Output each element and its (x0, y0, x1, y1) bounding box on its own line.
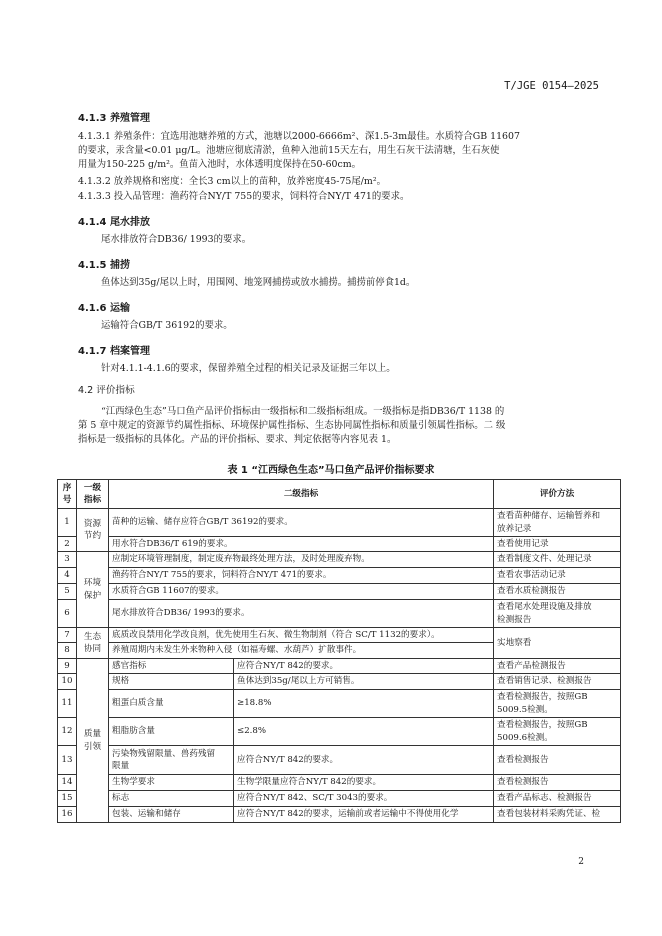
requirement-cell: 底质改良禁用化学改良剂，优先使用生石灰、微生物制剂（符合 SC/T 1132的要求）。 (109, 628, 494, 643)
para-4-1-4: 尾水排放符合DB36/ 1993的要求。 (101, 234, 252, 245)
method-cell: 查看检测报告，按照GB 5009.5检测。 (494, 690, 621, 718)
evaluation-table (57, 479, 621, 823)
heading-4-1-6: 4.1.6 运输 (78, 303, 130, 314)
row-number: 11 (58, 690, 77, 718)
heading-4-1-5: 4.1.5 捕捞 (78, 260, 130, 271)
row-number: 4 (58, 568, 77, 584)
item-cell: 感官指标 (109, 659, 234, 674)
method-cell: 查看产品标志、检测报告 (494, 791, 621, 807)
row-number: 15 (58, 791, 77, 807)
method-cell: 查看销售记录、检测报告 (494, 674, 621, 690)
requirement-cell: 应符合NY/T 842的要求，运输前或者运输中不得使用化学 (234, 807, 494, 823)
item-cell: 生物学要求 (109, 775, 234, 791)
table-row (58, 746, 621, 775)
item-cell: 污染物残留限量、兽药残留 限量 (109, 746, 234, 775)
para-4-1-7: 针对4.1.1-4.1.6的要求，保留养殖全过程的相关记录及证据三年以上。 (101, 363, 396, 374)
requirement-cell: 生物学限量应符合NY/T 842的要求。 (234, 775, 494, 791)
heading-4-1-3: 4.1.3 养殖管理 (78, 113, 150, 124)
para-4-1-3-2: 4.1.3.2 放养规格和密度：全长3 cm以上的苗种，放养密度45-75尾/m²。 (78, 176, 386, 187)
header-level2: 二级指标 (109, 480, 494, 509)
para-4-1-3-3: 4.1.3.3 投入品管理：渔药符合NY/T 755的要求，饲料符合NY/T 471的要求。 (78, 191, 410, 202)
method-cell: 查看制度文件、处理记录 (494, 552, 621, 568)
requirement-cell: 水质符合GB 11607的要求。 (109, 584, 494, 600)
requirement-cell: 应制定环境管理制度，制定废弃物最终处理方法，及时处理废弃物。 (109, 552, 494, 568)
row-number: 9 (58, 659, 77, 674)
table-header-row (58, 480, 621, 509)
heading-4-1-7: 4.1.7 档案管理 (78, 346, 150, 357)
row-number: 10 (58, 674, 77, 690)
table-row (58, 775, 621, 791)
method-cell: 查看检测报告 (494, 746, 621, 775)
para-4-2-line3: 指标是一级指标的具体化。产品的评价指标、要求、判定依据等内容见表 1。 (78, 434, 397, 445)
requirement-cell: 用水符合DB36/T 619的要求。 (109, 537, 494, 552)
requirement-cell: 养殖周期内未发生外来物种入侵（如福寿螺、水葫芦）扩散事件。 (109, 643, 494, 659)
requirement-cell: 渔药符合NY/T 755的要求，饲料符合NY/T 471的要求。 (109, 568, 494, 584)
table-row (58, 690, 621, 718)
row-number: 6 (58, 600, 77, 628)
header-level1: 一级 指标 (77, 480, 109, 509)
row-number: 13 (58, 746, 77, 775)
table-row (58, 568, 621, 584)
table-row (58, 509, 621, 537)
table-row (58, 584, 621, 600)
requirement-cell: 苗种的运输、储存应符合GB/T 36192的要求。 (109, 509, 494, 537)
item-cell: 粗脂肪含量 (109, 718, 234, 746)
table-caption: 表 1 “江西绿色生态”马口鱼产品评价指标要求 (227, 465, 435, 476)
table-row (58, 791, 621, 807)
para-4-1-3-1-line2: 的要求，汞含量<0.01 μg/L。池塘应彻底清淤，鱼种入池前15天左右，用生石灰干法清塘，生石灰使 (78, 145, 500, 156)
row-number: 2 (58, 537, 77, 552)
row-number: 12 (58, 718, 77, 746)
table-row (58, 552, 621, 568)
para-4-1-6: 运输符合GB/T 36192的要求。 (101, 320, 233, 331)
requirement-cell: ≥18.8% (234, 690, 494, 718)
category-resource: 资源 节约 (77, 509, 109, 552)
document-id: T/JGE 0154—2025 (504, 80, 599, 92)
requirement-cell: 应符合NY/T 842的要求。 (234, 659, 494, 674)
method-cell: 查看尾水处理设施及排放 检测报告 (494, 600, 621, 628)
table-row (58, 537, 621, 552)
row-number: 14 (58, 775, 77, 791)
method-cell: 查看水质检测报告 (494, 584, 621, 600)
row-number: 1 (58, 509, 77, 537)
para-4-2-line1: “江西绿色生态”马口鱼产品评价指标由一级指标和二级指标组成。一级指标是指DB36/T 1138 的 (101, 406, 505, 417)
table-row (58, 674, 621, 690)
method-cell: 查看苗种储存、运输暂养和 放养记录 (494, 509, 621, 537)
requirement-cell: 应符合NY/T 842、SC/T 3043的要求。 (234, 791, 494, 807)
heading-4-1-4: 4.1.4 尾水排放 (78, 217, 150, 228)
row-number: 5 (58, 584, 77, 600)
para-4-2-line2: 第 5 章中规定的资源节约属性指标、环境保护属性指标、生态协同属性指标和质量引领属性指标。二 级 (78, 420, 506, 431)
method-cell: 查看农事活动记录 (494, 568, 621, 584)
para-4-1-3-1-line3: 用量为150-225 g/m²。鱼苗入池时，水体透明度保持在50-60cm。 (78, 159, 362, 170)
method-cell: 查看使用记录 (494, 537, 621, 552)
header-method: 评价方法 (494, 480, 621, 509)
method-cell: 查看包装材料采购凭证、检 (494, 807, 621, 823)
item-cell: 规格 (109, 674, 234, 690)
table-row (58, 718, 621, 746)
row-number: 3 (58, 552, 77, 568)
requirement-cell: 尾水排放符合DB36/ 1993的要求。 (109, 600, 494, 628)
heading-4-2: 4.2 评价指标 (78, 385, 135, 396)
para-4-1-3-1-line1: 4.1.3.1 养殖条件：宜选用池塘养殖的方式，池塘以2000-6666m²、深1.5-3m最佳。水质符合GB 11607 (78, 131, 520, 142)
row-number: 16 (58, 807, 77, 823)
row-number: 8 (58, 643, 77, 659)
requirement-cell: 鱼体达到35g/尾以上方可销售。 (234, 674, 494, 690)
category-ecology: 生态 协同 (77, 628, 109, 659)
row-number: 7 (58, 628, 77, 643)
item-cell: 包装、运输和储存 (109, 807, 234, 823)
item-cell: 粗蛋白质含量 (109, 690, 234, 718)
table-row (58, 659, 621, 674)
category-quality: 质量 引领 (77, 659, 109, 823)
method-cell: 查看产品检测报告 (494, 659, 621, 674)
category-environment: 环境 保护 (77, 552, 109, 628)
para-4-1-5: 鱼体达到35g/尾以上时，用围网、地笼网捕捞或放水捕捞。捕捞前停食1d。 (101, 277, 416, 288)
requirement-cell: ≤2.8% (234, 718, 494, 746)
method-cell: 查看检测报告 (494, 775, 621, 791)
method-cell: 实地察看 (494, 628, 621, 659)
table-row (58, 628, 621, 643)
table-row (58, 600, 621, 628)
method-cell: 查看检测报告，按照GB 5009.6检测。 (494, 718, 621, 746)
header-seq: 序 号 (58, 480, 77, 509)
item-cell: 标志 (109, 791, 234, 807)
page-number: 2 (578, 857, 584, 867)
table-row (58, 807, 621, 823)
requirement-cell: 应符合NY/T 842的要求。 (234, 746, 494, 775)
